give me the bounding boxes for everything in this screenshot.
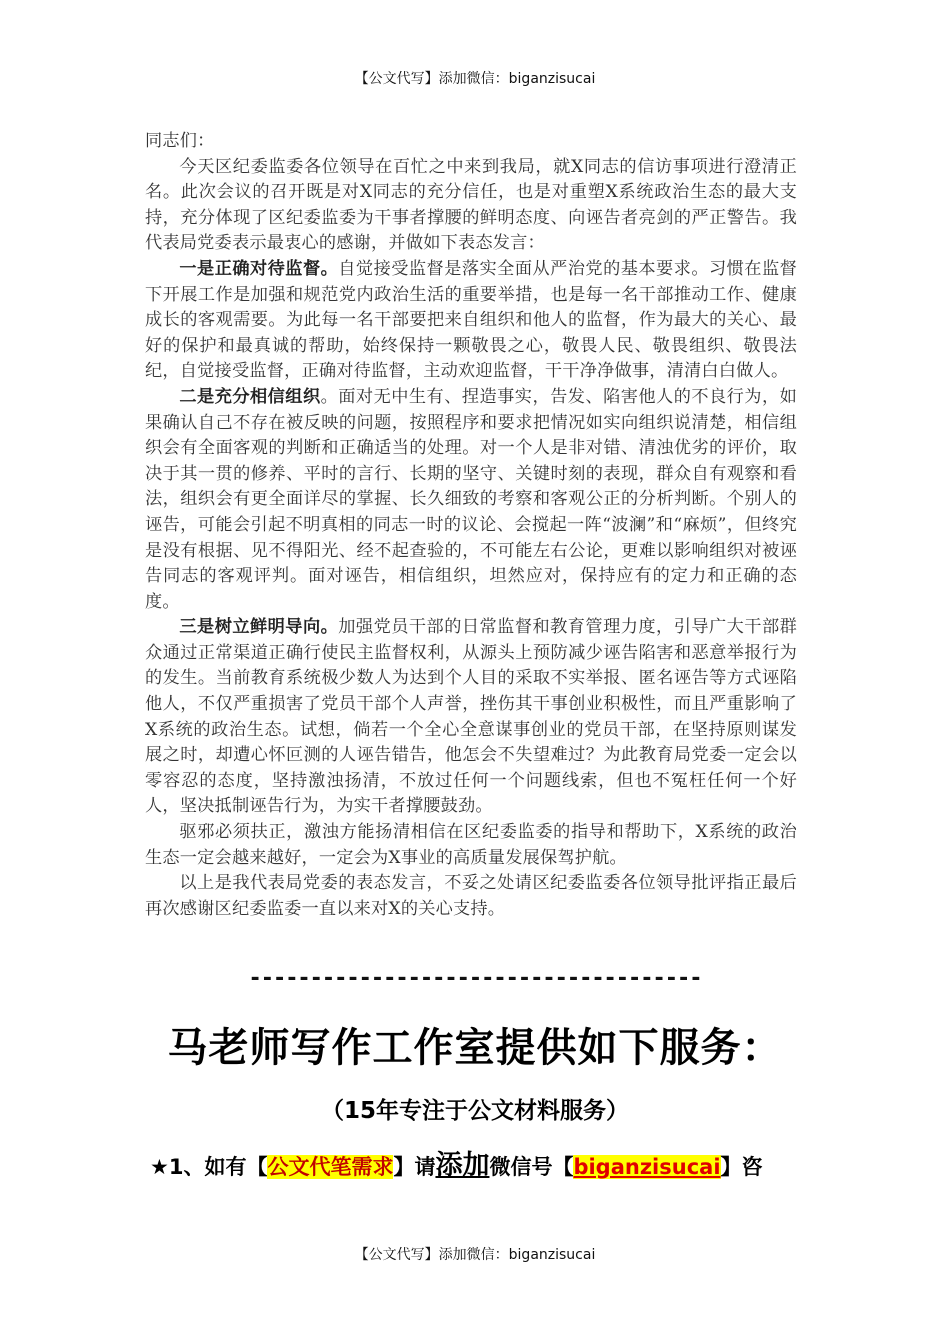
promo-subtitle: （15年专注于公文材料服务） bbox=[320, 1098, 629, 1124]
point-one-text: 自觉接受监督是落实全面从严治党的基本要求。习惯在监督下开展工作是加强和规范党内政治生活的重要举措，也是每一名干部推动工作、健康成长的客观需要。为此每一名干部要把来自组织和他人的监督，作为最大的关心、最好的保护和最真诚的帮助，始终保持一颗敬畏之心，敬畏人民、敬畏组织、敬畏法纪，自觉接受监督，正确对待监督，主动欢迎监督，干干净净做事，清清白白做人。 bbox=[145, 258, 797, 382]
document-body bbox=[145, 129, 797, 922]
closing-paragraph-1: 驱邪必须扶正，激浊方能扬清相信在区纪委监委的指导和帮助下，X系统的政治生态一定会越来越好，一定会为X事业的高质量发展保驾护航。 bbox=[145, 822, 797, 868]
greeting: 同志们： bbox=[145, 131, 215, 151]
page-header: 【公文代写】添加微信：biganzisucai bbox=[354, 71, 596, 87]
promo-line-mid2: 微信号【 bbox=[489, 1155, 574, 1179]
dashed-divider: ------------------------------------- bbox=[248, 966, 702, 991]
point-one-paragraph bbox=[145, 257, 797, 385]
highlight-service: 公文代笔需求 bbox=[267, 1155, 394, 1179]
promo-line-suffix: 】咨 bbox=[720, 1155, 763, 1179]
page-footer: 【公文代写】添加微信：biganzisucai bbox=[354, 1247, 596, 1263]
closing-paragraph-2: 以上是我代表局党委的表态发言，不妥之处请区纪委监委各位领导批评指正最后再次感谢区纪委监委一直以来对X的关心支持。 bbox=[145, 873, 797, 919]
intro-paragraph: 今天区纪委监委各位领导在百忙之中来到我局，就X同志的信访事项进行澄清正名。此次会议的召开既是对X同志的充分信任，也是对重塑X系统政治生态的最大支持，充分体现了区纪委监委为干事者撑腰的鲜明态度、向诬告者亮剑的严正警告。我代表局党委表示最衷心的感谢，并做如下表态发言： bbox=[145, 156, 797, 254]
point-two-text: 。面对无中生有、捏造事实，告发、陷害他人的不良行为，如果确认自己不存在被反映的问题，按照程序和要求把情况如实向组织说清楚，相信组织会有全面客观的判断和正确适当的处理。对一个人是非对错、清浊优劣的评价，取决于其一贯的修养、平时的言行、长期的坚守、关键时刻的表现，群众自有观察和看法，组织会有更全面详尽的掌握、长久细致的考察和客观公正的分析判断。个别人的诬告，可能会引起不明真相的同志一时的议论、会搅起一阵“波澜”和“麻烦”，但终究是没有根据、见不得阳光、经不起查验的，不可能左右公论，更难以影响组织对被诬告同志的客观评判。面对诬告，相信组织，坦然应对，保持应有的定力和正确的态度。 bbox=[145, 386, 797, 612]
point-three-heading: 三是树立鲜明导向。 bbox=[179, 617, 339, 638]
point-two-heading: 二是充分相信组织 bbox=[179, 386, 321, 407]
promo-line-prefix: ★1、如有【 bbox=[150, 1155, 268, 1179]
wechat-id-highlight: biganzisucai bbox=[573, 1155, 721, 1179]
point-three-paragraph bbox=[145, 615, 797, 820]
promo-title: 马老师写作工作室提供如下服务： bbox=[167, 1025, 783, 1071]
point-three-text: 加强党员干部的日常监督和教育管理力度，引导广大干部群众通过正常渠道正确行使民主监督权利，从源头上预防减少诬告陷害和恶意举报行为的发生。当前教育系统极少数人为达到个人目的采取不实举报、匿名诬告等方式诬陷他人，不仅严重损害了党员干部个人声誉，挫伤其干事创业积极性，而且严重影响了X系统的政治生态。试想，倘若一个全心全意谋事创业的党员干部，在坚持原则谋发展之时，却遭心怀叵测的人诬告错告，他怎会不失望难过？为此教育局党委一定会以零容忍的态度，坚持激浊扬清，不放过任何一个问题线索，但也不冤枉任何一个好人，坚决抵制诬告行为，为实干者撑腰鼓劲。 bbox=[145, 617, 797, 817]
add-emphasis: 添加 bbox=[435, 1150, 490, 1181]
promo-line-mid1: 】请 bbox=[393, 1155, 436, 1179]
promo-service-line bbox=[150, 1143, 850, 1182]
point-two-paragraph bbox=[145, 385, 797, 615]
point-one-heading: 一是正确对待监督。 bbox=[179, 258, 339, 279]
